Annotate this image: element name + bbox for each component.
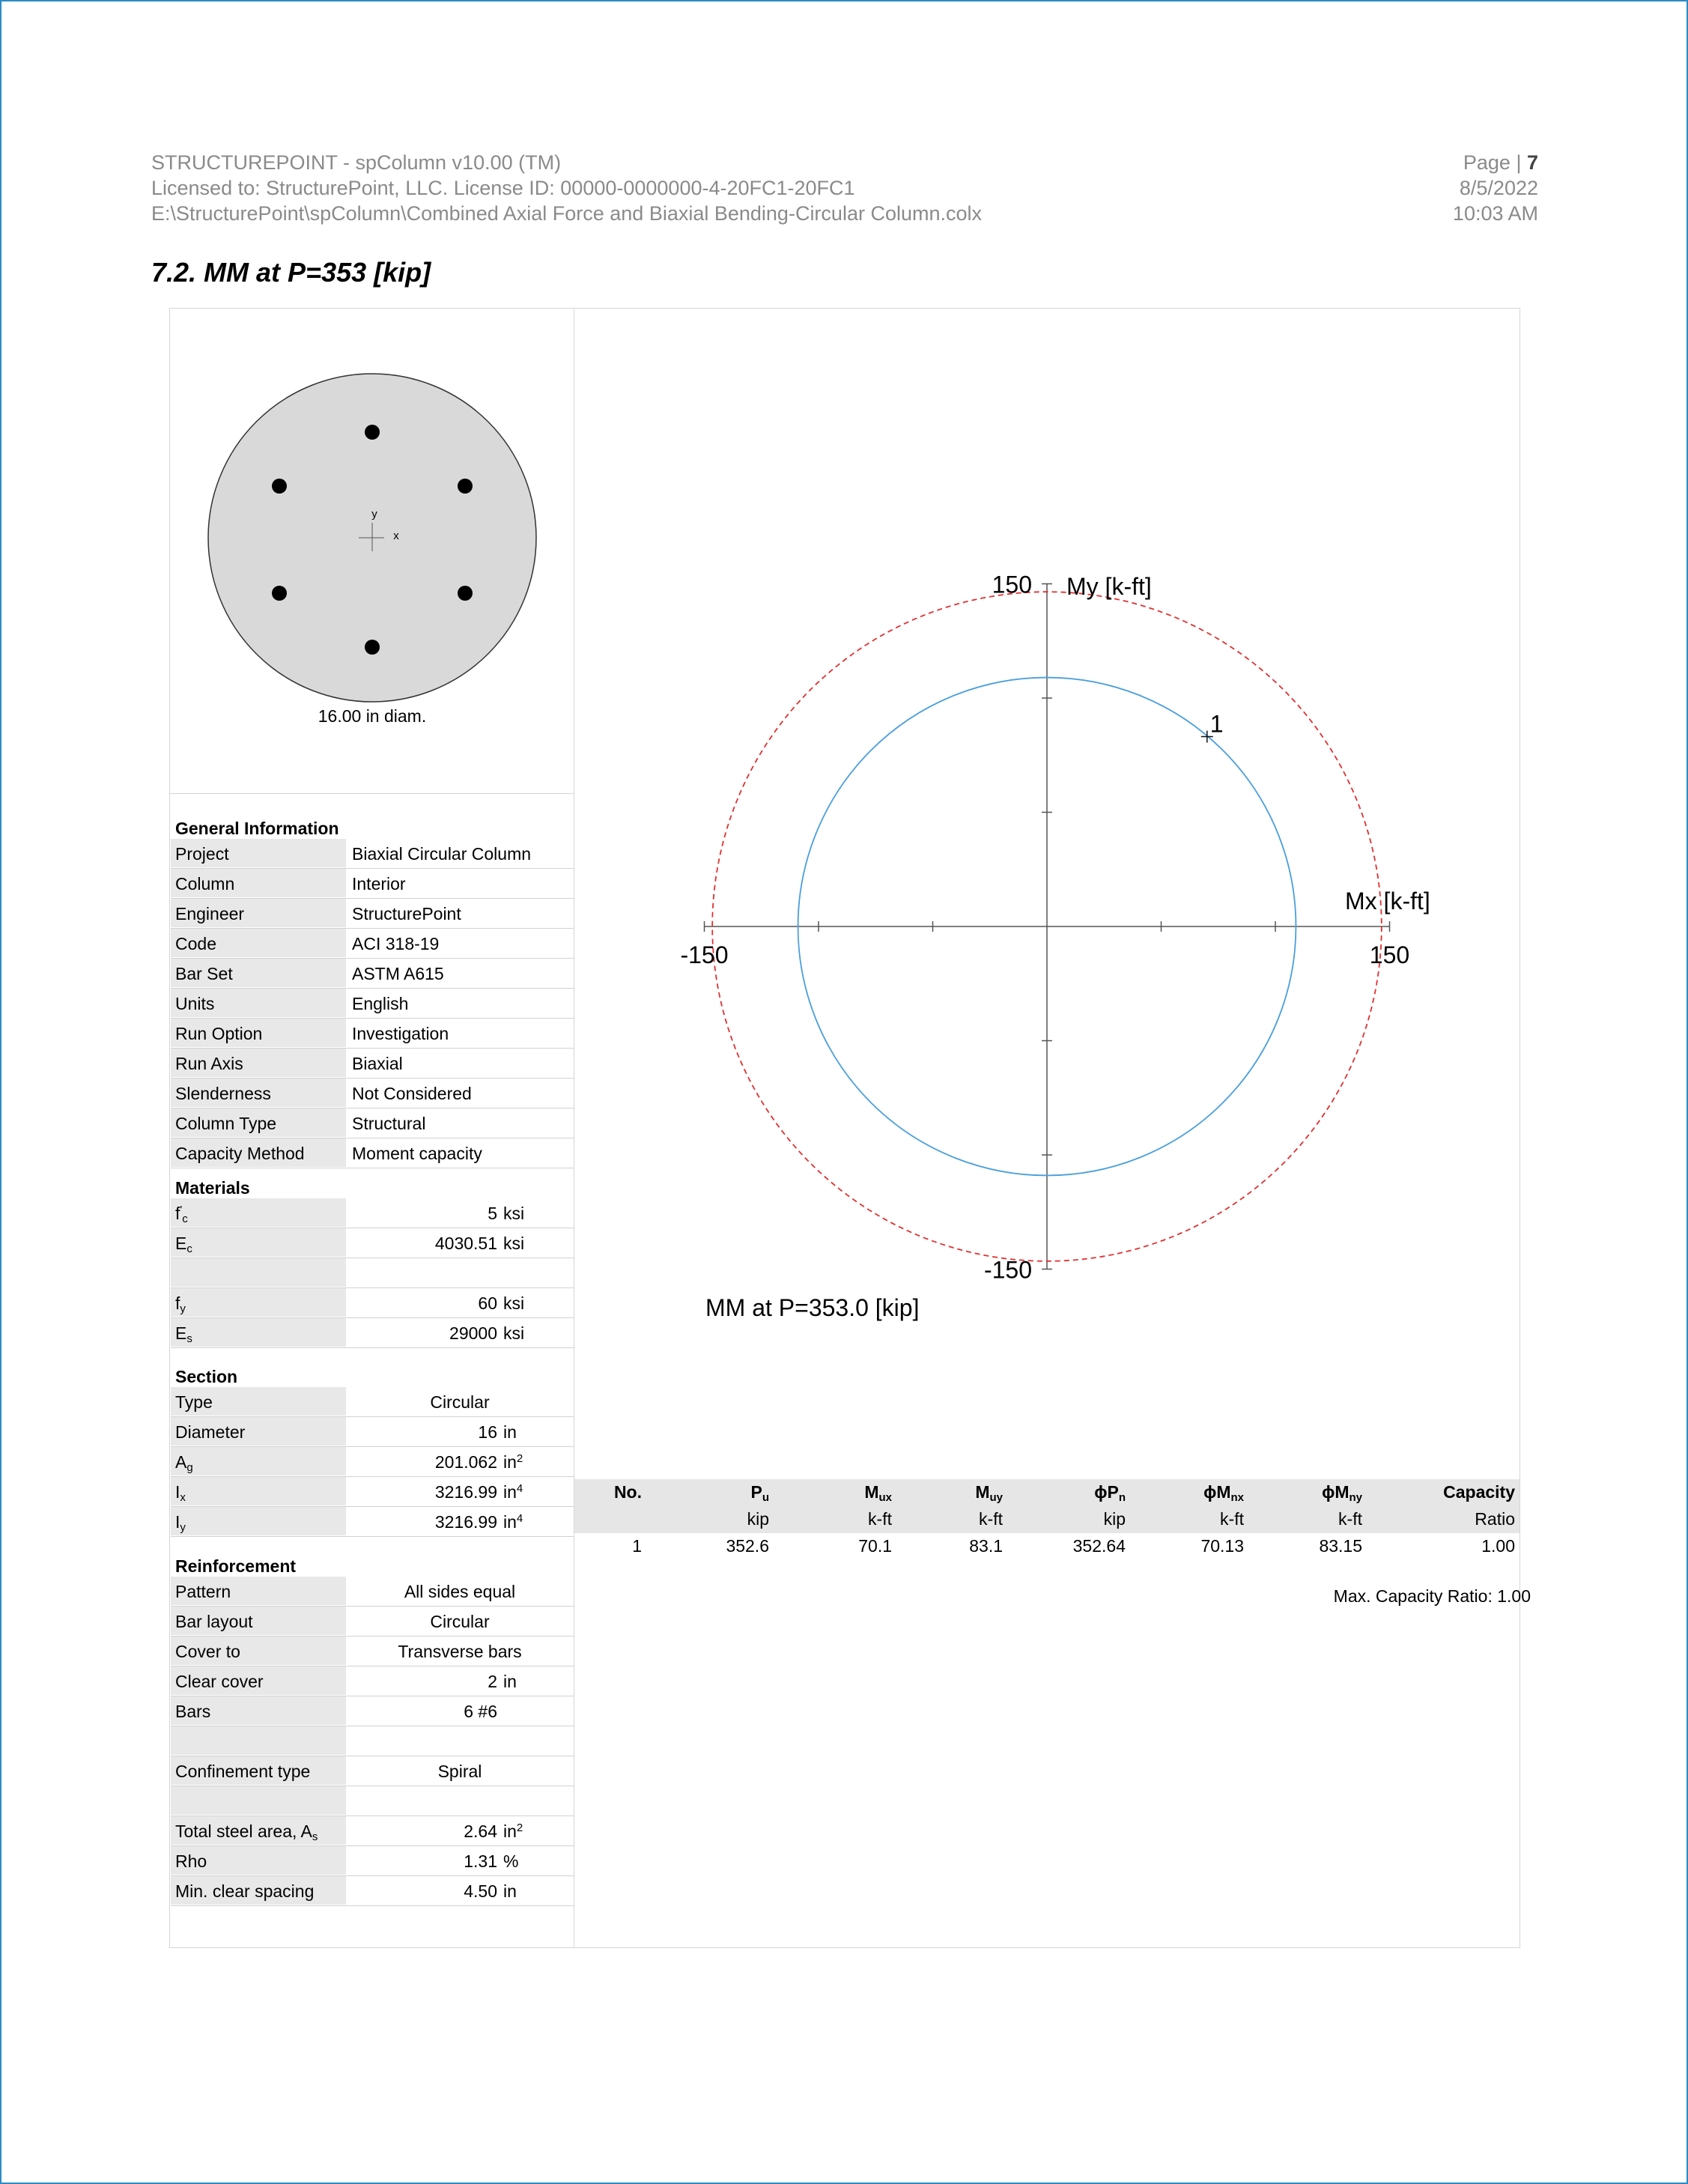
table-row: $I_y$ 3216.99 $in^4$ <box>171 1507 574 1537</box>
cell-phipn: 352.64 <box>1072 1536 1126 1556</box>
diameter-label: 16.00 in diam. <box>318 706 427 726</box>
table-row: Capacity Method Moment capacity <box>171 1138 574 1168</box>
chart-axes <box>705 584 1390 1270</box>
table-row: Project Biaxial Circular Column <box>171 839 574 869</box>
table-row <box>574 1533 1519 1560</box>
table-row: $f_y$ 60 ksi <box>171 1288 574 1318</box>
table-row: $A_g$ 201.062 $in^2$ <box>171 1447 574 1477</box>
col-header-capacity: Capacity <box>1443 1482 1515 1502</box>
table-row: Bars 6 #6 <box>171 1696 574 1726</box>
moment-interaction-chart <box>574 308 1520 1476</box>
cell-mux: 70.1 <box>858 1536 892 1556</box>
table-row: $f'_c$ 5 ksi <box>171 1198 574 1228</box>
section-table <box>171 1357 574 1537</box>
y-axis-label: My [k-ft] <box>1066 573 1152 600</box>
table-row: Bar Set ASTM A615 <box>171 959 574 989</box>
reinforcement-heading: Reinforcement <box>175 1556 297 1576</box>
y-tick-label-min: -150 <box>983 1256 1032 1284</box>
table-row: Min. clear spacing 4.50 in <box>171 1876 574 1906</box>
table-row: Rho 1.31 % <box>171 1846 574 1876</box>
table-row: Slenderness Not Considered <box>171 1079 574 1108</box>
report-date: 8/5/2022 <box>1459 177 1538 199</box>
cell-phimny: 83.15 <box>1319 1536 1362 1556</box>
materials-heading: Materials <box>175 1178 250 1198</box>
section-axis-y-label: y <box>371 508 377 521</box>
col-header-pu: $P_u$ <box>750 1482 769 1504</box>
table-row-blank <box>171 1786 574 1816</box>
cell-muy: 83.1 <box>969 1536 1003 1556</box>
col-unit-phimny: k-ft <box>1338 1509 1362 1529</box>
chart-title: MM at P=353.0 [kip] <box>705 1294 920 1321</box>
table-row: $E_s$ 29000 ksi <box>171 1318 574 1348</box>
table-row: Confinement type Spiral <box>171 1756 574 1786</box>
col-unit-pu: kip <box>747 1509 769 1529</box>
table-row: Total steel area, $A_s$ 2.64 $in^2$ <box>171 1816 574 1846</box>
reinforcement-table <box>171 1547 574 1906</box>
table-row: Units English <box>171 989 574 1019</box>
table-row-blank <box>171 1258 574 1288</box>
table-row: $E_c$ 4030.51 ksi <box>171 1228 574 1258</box>
col-unit-muy: k-ft <box>979 1509 1003 1529</box>
general-info-heading: General Information <box>175 819 339 838</box>
table-row: Cover to Transverse bars <box>171 1637 574 1666</box>
table-row: Type Circular <box>171 1387 574 1417</box>
section-axis-x-label: x <box>393 530 399 542</box>
table-row: Column Type Structural <box>171 1108 574 1138</box>
col-header-no: No. <box>613 1482 642 1502</box>
y-tick-label-max: 150 <box>992 571 1032 598</box>
col-header-phipn: $\phi P_n$ <box>1094 1482 1126 1504</box>
col-header-mux: $M_{ux}$ <box>864 1482 892 1504</box>
rebar <box>272 479 287 494</box>
x-axis-label: Mx [k-ft] <box>1345 888 1430 914</box>
x-tick-label-min: -150 <box>680 941 729 968</box>
table-row: $I_x$ 3216.99 $in^4$ <box>171 1477 574 1507</box>
table-row: Engineer StructurePoint <box>171 899 574 929</box>
section-heading: Section <box>175 1367 238 1386</box>
table-row: Code ACI 318-19 <box>171 929 574 959</box>
table-row: Run Axis Biaxial <box>171 1049 574 1079</box>
table-row-blank <box>171 1726 574 1756</box>
section-title: 7.2. MM at P=353 [kip] <box>151 257 431 288</box>
materials-table <box>171 1168 574 1348</box>
rebar <box>365 640 380 655</box>
column-section-drawing <box>169 308 574 795</box>
header-license: Licensed to: StructurePoint, LLC. License ID: 00000-0000000-4-20FC1-20FC1 <box>151 177 855 199</box>
cell-phimnx: 70.13 <box>1200 1536 1244 1556</box>
general-info-table <box>171 809 574 1168</box>
table-row: Run Option Investigation <box>171 1019 574 1049</box>
rebar <box>272 586 287 601</box>
report-header <box>151 150 982 226</box>
table-row: Bar layout Circular <box>171 1607 574 1637</box>
table-row: Pattern All sides equal <box>171 1577 574 1607</box>
results-header <box>574 1479 1519 1533</box>
rebar <box>458 479 473 494</box>
col-unit-mux: k-ft <box>868 1509 892 1529</box>
rebar <box>365 425 380 440</box>
col-header-phimnx: $\phi M_{nx}$ <box>1203 1482 1244 1504</box>
report-header-right <box>1453 150 1538 226</box>
cell-pu: 352.6 <box>726 1536 769 1556</box>
results-table <box>574 1479 1519 1560</box>
col-header-phimny: $\phi M_{ny}$ <box>1322 1482 1362 1504</box>
divider <box>169 793 574 794</box>
header-program: STRUCTUREPOINT - spColumn v10.00 (TM) <box>151 151 562 174</box>
max-capacity-ratio: Max. Capacity Ratio: 1.00 <box>1333 1586 1531 1606</box>
col-unit-capacity: Ratio <box>1475 1509 1515 1529</box>
load-point-label: 1 <box>1209 710 1224 738</box>
header-file-path: E:\StructurePoint\spColumn\Combined Axial Force and Biaxial Bending-Circular Column.colx <box>151 202 983 225</box>
table-row: Diameter 16 in <box>171 1417 574 1447</box>
table-row: Clear cover 2 in <box>171 1666 574 1696</box>
table-row: Column Interior <box>171 869 574 899</box>
cell-no: 1 <box>632 1536 642 1556</box>
col-header-muy: $M_{uy}$ <box>975 1482 1003 1504</box>
x-tick-label-max: 150 <box>1369 941 1410 968</box>
col-unit-phipn: kip <box>1103 1509 1126 1529</box>
col-unit-phimnx: k-ft <box>1220 1509 1244 1529</box>
report-time: 10:03 AM <box>1452 202 1538 225</box>
cell-capacity-ratio: 1.00 <box>1481 1536 1515 1556</box>
page-number: Page | 7 <box>1463 151 1538 174</box>
rebar <box>458 586 473 601</box>
